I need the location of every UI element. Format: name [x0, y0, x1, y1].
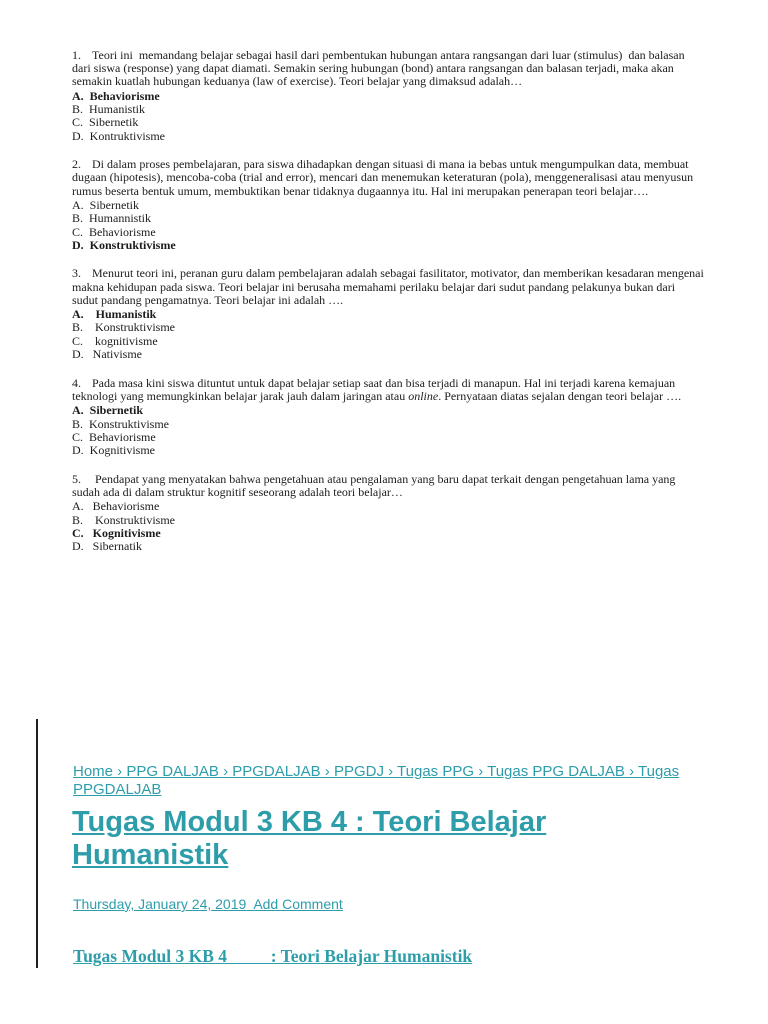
option-b: B. Konstruktivisme	[72, 416, 170, 431]
option-c: C. kognitivisme	[72, 333, 158, 348]
breadcrumb-separator: ›	[218, 763, 233, 780]
breadcrumb	[73, 763, 695, 799]
breadcrumb-separator: ›	[624, 763, 638, 780]
option-b: B. Humanistik	[72, 102, 146, 117]
option-a: A. Behaviorisme	[72, 499, 160, 514]
breadcrumb-separator: ›	[383, 763, 398, 780]
breadcrumb-link-ppgdj[interactable]: PPGDJ	[333, 763, 384, 780]
breadcrumb-link-ppgdaljab[interactable]: PPGDALJAB	[232, 763, 321, 780]
question-number: 3.	[72, 266, 81, 281]
option-c: C. Behaviorisme	[72, 429, 156, 444]
question-block-3	[72, 266, 707, 362]
breadcrumb-link-ppg-daljab[interactable]: PPG DALJAB	[126, 763, 219, 780]
question-block-1	[72, 49, 704, 143]
option-a: A. Humanistik	[72, 307, 157, 322]
breadcrumb-separator: ›	[320, 763, 334, 780]
question-body-italic: online	[408, 388, 439, 403]
option-c: C. Behaviorisme	[72, 224, 156, 239]
question-text	[72, 473, 704, 499]
option-d: D. Kontruktivisme	[72, 128, 165, 143]
question-number: 2.	[72, 157, 81, 172]
post-subheading-link[interactable]: Tugas Modul 3 KB 4 : Teori Belajar Humanistik	[73, 946, 473, 966]
options-list	[72, 308, 704, 362]
question-block-4	[72, 377, 704, 458]
option-d: D. Konstruktivisme	[72, 238, 176, 253]
option-d: D. Sibernatik	[72, 539, 142, 554]
question-body: Menurut teori ini, peranan guru dalam pembelajaran adalah sebagai fasilitator, motivator, dan memberikan kesadaran mengenai makna kehidupan pada siswa. Teori belajar ini berusaha memahami perilaku belajar dari sudut pandang pelakunya bukan dari sudut pandang pengamatnya. Teori belajar ini adalah ….	[72, 266, 707, 307]
breadcrumb-link-home[interactable]: Home	[73, 763, 114, 780]
question-number: 4.	[72, 375, 81, 390]
option-b: B. Konstruktivisme	[72, 512, 176, 527]
post-title-link[interactable]: Tugas Modul 3 KB 4 : Teori Belajar Humanistik	[72, 806, 547, 871]
breadcrumb-separator: ›	[113, 763, 127, 780]
option-c: C. Sibernetik	[72, 115, 139, 130]
question-text	[72, 266, 707, 307]
option-d: D. Kognitivisme	[72, 443, 155, 458]
breadcrumb-separator: ›	[474, 763, 488, 780]
options-list	[72, 90, 704, 144]
question-body: Pendapat yang menyatakan bahwa pengetahuan atau pengalaman yang baru dapat terkait dengan pengetahuan lama yang sudah ada di dalam struktur kognitif seseorang adalah teori belajar…	[72, 471, 679, 499]
option-d: D. Nativisme	[72, 347, 142, 362]
question-body: Pada masa kini siswa dituntut untuk dapat belajar setiap saat dan bisa terjadi di manapun. Hal ini terjadi karena kemajuan teknologi yang memungkinkan belajar jarak jauh dalam jaringan atau	[72, 375, 679, 403]
option-a: A. Behaviorisme	[72, 88, 160, 103]
quiz-section	[72, 48, 707, 569]
breadcrumb-link-tugas-ppgdaljab[interactable]: Tugas PPGDALJAB	[73, 763, 680, 798]
option-a: A. Sibernetik	[72, 197, 139, 212]
question-number: 5.	[72, 471, 81, 486]
add-comment-link[interactable]: Add Comment	[253, 896, 343, 912]
question-text	[72, 377, 704, 403]
question-block-2	[72, 158, 704, 252]
breadcrumb-link-tugas-ppg-daljab[interactable]: Tugas PPG DALJAB	[487, 763, 625, 780]
question-body: Di dalam proses pembelajaran, para siswa dihadapkan dengan situasi di mana ia bebas untuk mengumpulkan data, membuat dugaan (hipotesis), mencoba-coba (trial and error), mencari dan menemukan keteraturan (pola), menggeneralisasi atau menyusun rumus beserta bentuk umum, membuktikan benar tidaknya dugaannya itu. Hal ini merupakan penerapan teori belajar….	[72, 157, 697, 198]
breadcrumb-link-tugas-ppg[interactable]: Tugas PPG	[397, 763, 475, 780]
option-b: B. Humannistik	[72, 211, 152, 226]
options-list	[72, 500, 704, 554]
question-block-5	[72, 473, 704, 554]
option-b: B. Konstruktivisme	[72, 320, 176, 335]
question-text	[72, 158, 704, 198]
options-list	[72, 404, 704, 458]
question-text	[72, 49, 704, 89]
question-number: 1.	[72, 48, 81, 62]
option-a: A. Sibernetik	[72, 403, 144, 418]
question-body: Teori ini memandang belajar sebagai hasil dari pembentukan hubungan antara rangsangan dari luar (stimulus) dan balasan dari siswa (response) yang dapat diamati. Semakin sering hubungan (bond) antara rangsangan dan balasan terjadi, maka akan semakin kuatlah hubungan keduanya (law of exercise). Teori belajar yang dimaksud adalah…	[72, 48, 688, 89]
vertical-divider	[36, 719, 38, 968]
option-c: C. Kognitivisme	[72, 525, 161, 540]
options-list	[72, 199, 704, 253]
post-date-link[interactable]: Thursday, January 24, 2019	[73, 896, 247, 912]
post-meta	[73, 896, 343, 912]
question-body-after: . Pernyataan diatas sejalan dengan teori belajar ….	[438, 388, 682, 403]
